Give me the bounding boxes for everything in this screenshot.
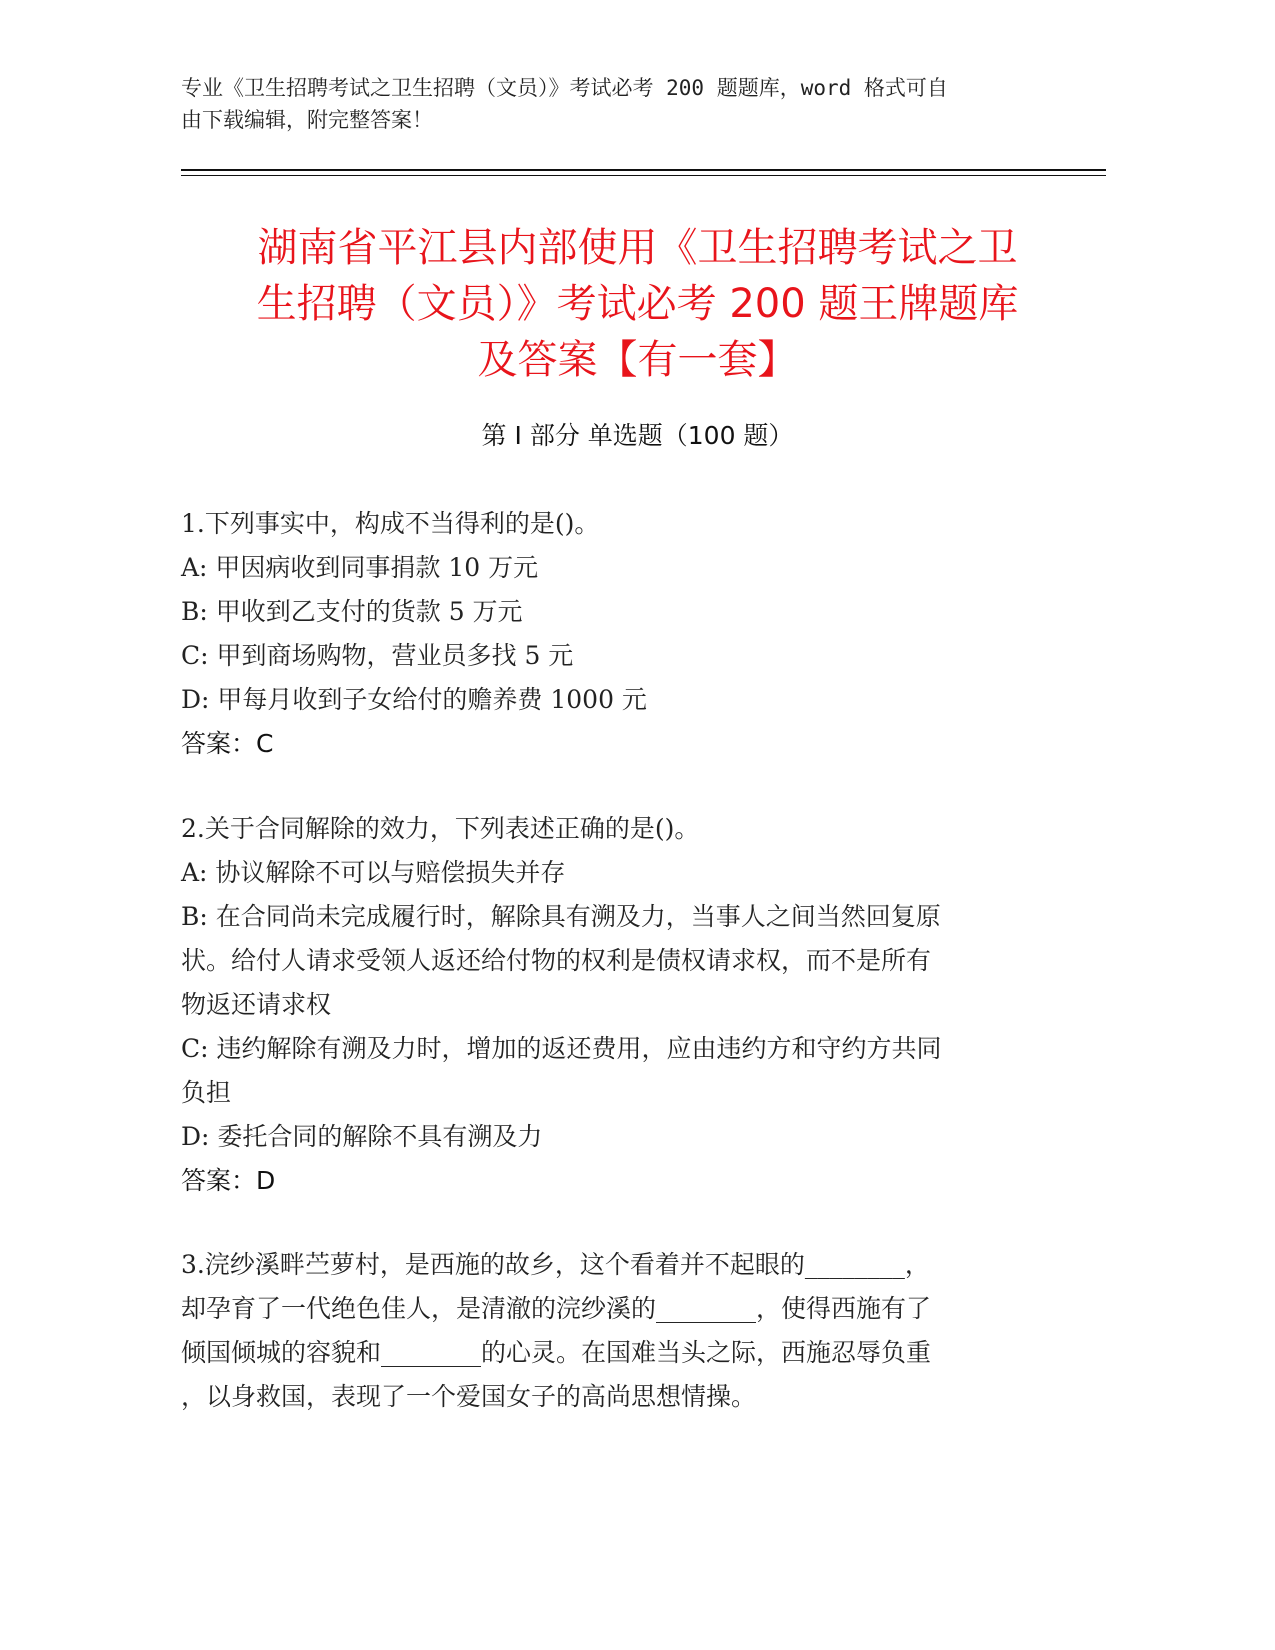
question-stem: 2.关于合同解除的效力，下列表述正确的是()。 [181,814,700,843]
answer: 答案：C [181,729,274,758]
header-note-line: 专业《卫生招聘考试之卫生招聘（文员）》考试必考 200 题题库，word 格式可自 [181,76,948,100]
option-c: C: 违约解除有溯及力时，增加的返还费用，应由违约方和守约方共同 [181,1034,942,1063]
header-note [181,72,1041,136]
question-stem-continued: 倾国倾城的容貌和________的心灵。在国难当头之际，西施忍辱负重 [181,1338,932,1367]
header-divider-thin [181,175,1106,176]
option-b-continued: 状。给付人请求受领人返还给付物的权利是债权请求权，而不是所有 [181,946,932,975]
option-d: D: 委托合同的解除不具有溯及力 [181,1122,543,1151]
question-stem: 1.下列事实中，构成不当得利的是()。 [181,509,600,538]
document-title [150,220,1125,388]
option-d: D: 甲每月收到子女给付的赡养费 1000 元 [181,685,647,714]
title-line: 湖南省平江县内部使用《卫生招聘考试之卫 [257,225,1018,271]
option-b-continued: 物返还请求权 [181,990,332,1019]
question-block [181,1243,1031,1419]
header-note-line: 由下载编辑，附完整答案！ [181,108,433,132]
answer: 答案：D [181,1166,276,1195]
title-line: 生招聘（文员）》考试必考 200 题王牌题库 [256,281,1019,327]
title-line: 及答案【有一套】 [477,337,798,383]
question-stem-continued: ，以身救国，表现了一个爱国女子的高尚思想情操。 [181,1382,757,1411]
header-divider-thick [181,169,1106,171]
question-block [181,502,1031,766]
question-stem-continued: 却孕育了一代绝色佳人，是清澈的浣纱溪的________，使得西施有了 [181,1294,932,1323]
question-block [181,807,1031,1203]
section-heading: 第 I 部分 单选题（100 题） [481,421,794,450]
question-stem: 3.浣纱溪畔苎萝村，是西施的故乡，这个看着并不起眼的________， [181,1250,930,1279]
option-a: A: 协议解除不可以与赔偿损失并存 [181,858,566,887]
option-a: A: 甲因病收到同事捐款 10 万元 [181,553,539,582]
option-c: C: 甲到商场购物，营业员多找 5 元 [181,641,574,670]
option-c-continued: 负担 [181,1078,232,1107]
option-b: B: 在合同尚未完成履行时，解除具有溯及力，当事人之间当然回复原 [181,902,941,931]
option-b: B: 甲收到乙支付的货款 5 万元 [181,597,523,626]
